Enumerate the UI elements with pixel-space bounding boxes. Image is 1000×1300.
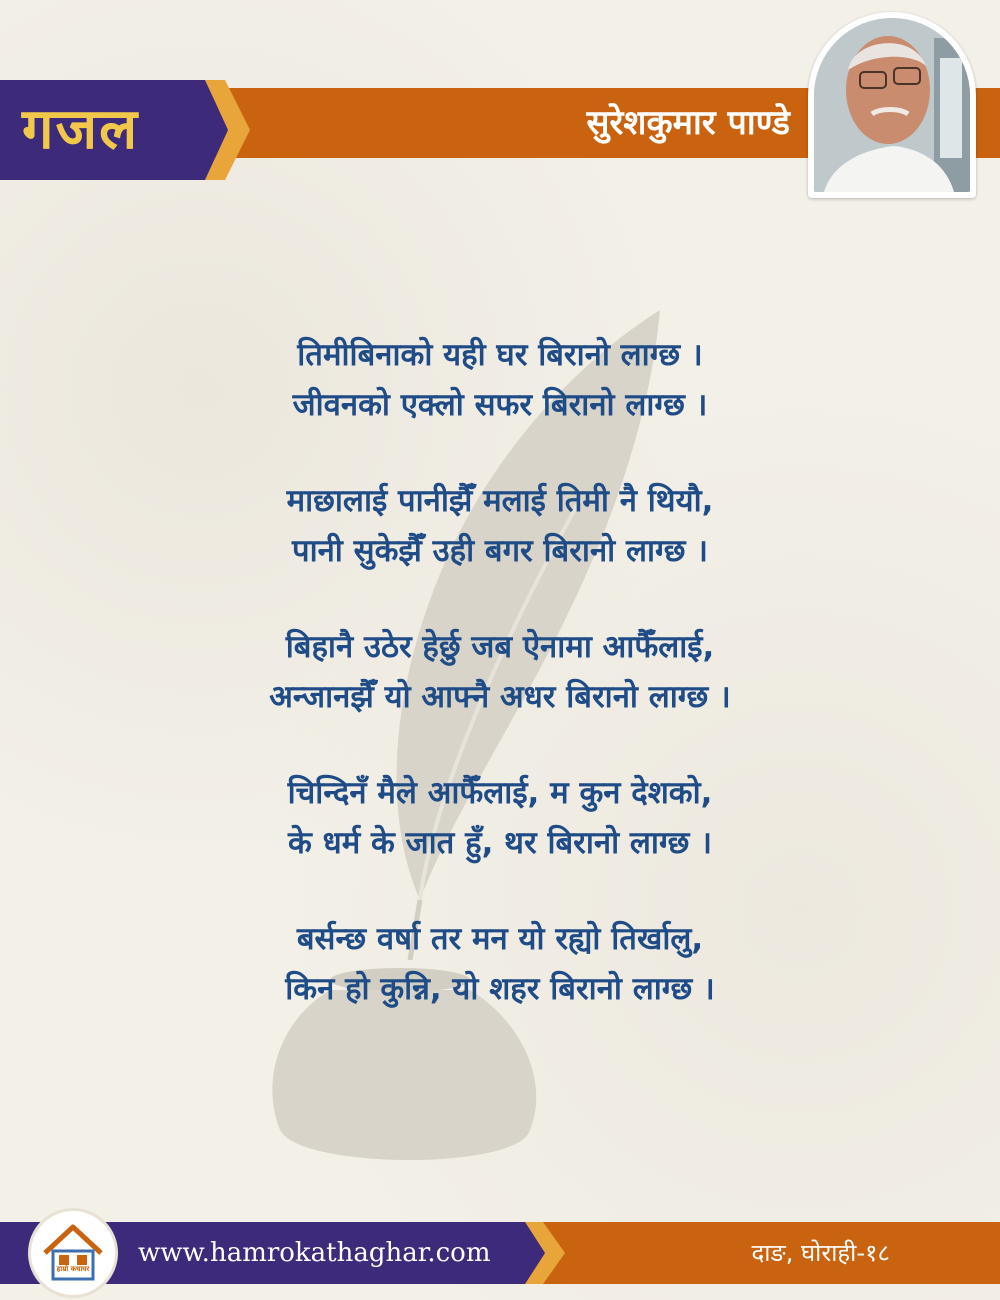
poem-line: पानी सुकेझैँ उही बगर बिरानो लाग्छ । [291,533,709,569]
logo-text: हाम्रो कथाघर [56,1265,90,1273]
author-photo [814,18,970,192]
stanza-4 [100,768,900,868]
poem-line: जीवनको एक्लो सफर बिरानो लाग्छ । [292,387,708,423]
poem-line: तिमीबिनाको यही घर बिरानो लाग्छ । [297,337,703,373]
website-link[interactable]: www.hamrokathaghar.com [138,1238,491,1268]
stanza-5 [100,914,900,1014]
author-name: सुरेशकुमार पाण्डे [586,103,790,143]
author-photo-frame [808,12,976,198]
poem-line: माछालाई पानीझैँ मलाई तिमी नै थियौ, [286,483,714,519]
stanza-3 [100,622,900,722]
house-logo-icon [31,1211,115,1295]
poem [100,330,900,1060]
poem-line: बर्सन्छ वर्षा तर मन यो रह्यो तिर्खालु, [296,921,704,957]
location-text: दाङ, घोराही-१८ [751,1239,890,1267]
poem-line: चिन्दिनँ मैले आफैँलाई, म कुन देशको, [287,775,713,811]
stanza-1 [100,330,900,430]
genre-title: गजल [22,97,140,162]
stanza-2 [100,476,900,576]
poem-line: के धर्म के जात हुँ, थर बिरानो लाग्छ । [288,825,712,861]
poem-line: अन्जानझैँ यो आफ्नै अधर बिरानो लाग्छ । [269,679,731,715]
poem-line: बिहानै उठेर हेर्छु जब ऐनामा आफैँलाई, [285,629,715,665]
poem-line: किन हो कुन्नि, यो शहर बिरानो लाग्छ । [285,971,715,1007]
site-logo[interactable] [28,1208,118,1298]
